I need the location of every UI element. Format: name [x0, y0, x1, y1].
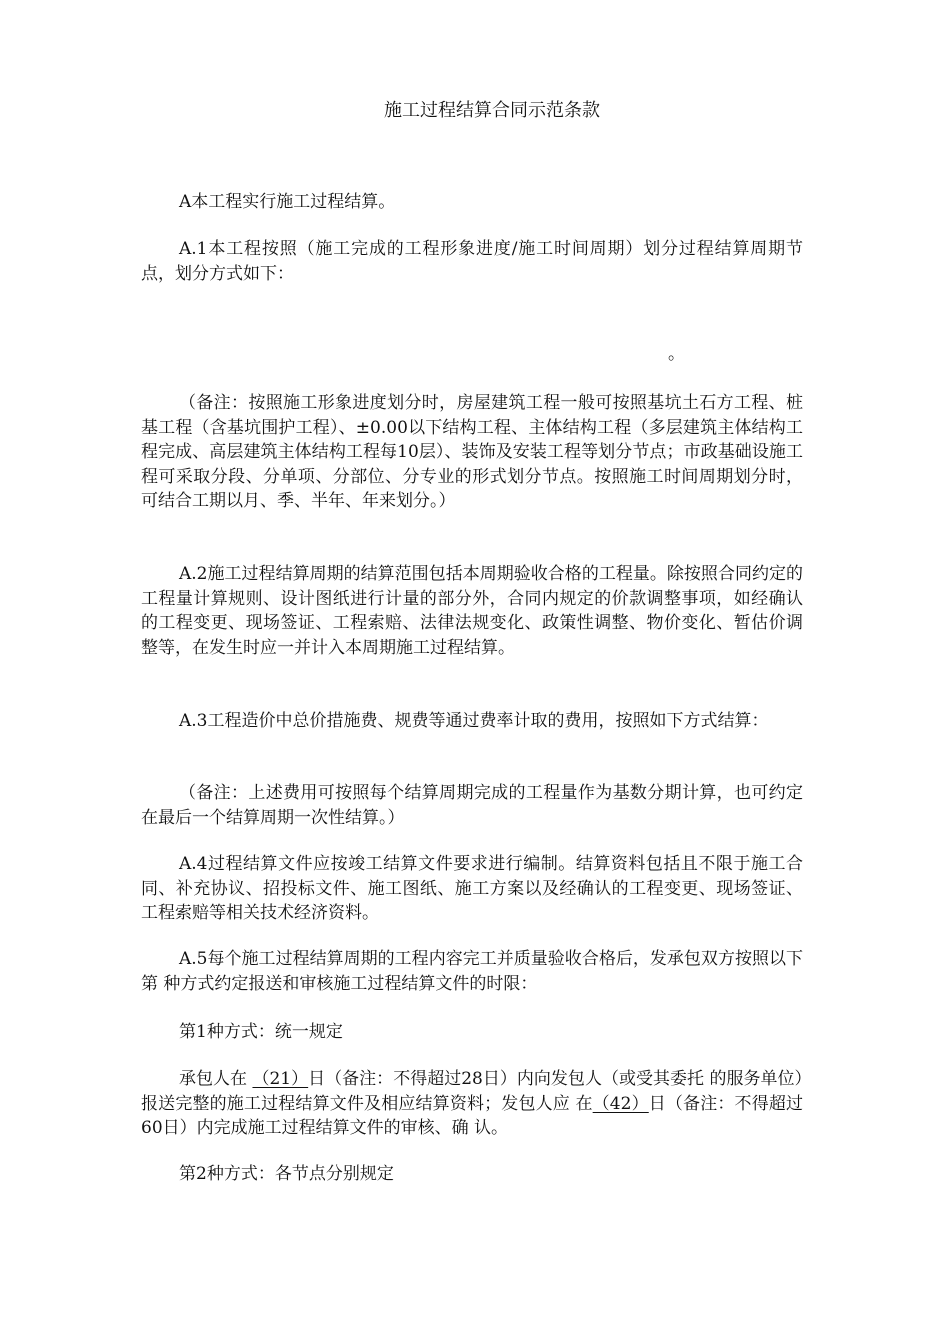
- method-1-heading: 第1种方式：统一规定: [179, 1022, 343, 1042]
- document-title: 施工过程结算合同示范条款: [384, 100, 600, 121]
- paragraph-a: A本工程实行施工过程结算。: [179, 192, 396, 212]
- note-fee-settlement: （备注：上述费用可按照每个结算周期完成的工程量作为基数分期计算，也可约定在最后一个结算周期一次性结算。）: [141, 783, 803, 828]
- method-2-heading: 第2种方式：各节点分别规定: [179, 1164, 394, 1184]
- paragraph-a3: A.3工程造价中总价措施费、规费等通过费率计取的费用，按照如下方式结算：: [179, 711, 769, 731]
- method-1-text-part3: 日（备注：不得超过60日）内完成施工过程结算文件的审核、确 认。: [141, 1093, 804, 1138]
- method-1-text-part2: 日（备注：不得超过28日）内向发包人（或受其委托 的服务单位）报送完整的施工过程结算文件及相应结算资料；发包人应 在: [141, 1069, 803, 1114]
- method-1-text-part1: 承包人在: [179, 1069, 253, 1089]
- days-review-value: （42）: [592, 1093, 649, 1114]
- paragraph-a2: A.2施工过程结算周期的结算范围包括本周期验收合格的工程量。除按照合同约定的工程量计算规则、设计图纸进行计量的部分外，合同内规定的价款调整事项，如经确认的工程变更、现场签证、工程索赔、法律法规变化、政策性调整、物价变化、暂估价调整等，在发生时应一并计入本周期施工过程结算。: [141, 564, 803, 658]
- days-submit-value: （21）: [252, 1069, 309, 1089]
- method-1-detail: [141, 1067, 803, 1141]
- paragraph-a5: A.5每个施工过程结算周期的工程内容完工并质量验收合格后，发承包双方按照以下第 种方式约定报送和审核施工过程结算文件的时限：: [141, 949, 803, 994]
- note-division-method: （备注：按照施工形象进度划分时，房屋建筑工程一般可按照基坑土石方工程、桩基工程（含基坑围护工程）、±0.00以下结构工程、主体结构工程（多层建筑主体结构工程完成、高层建筑主体结构工程每10层）、装饰及安装工程等划分节点；市政基础设施工程可采取分段、分单项、分部位、分专业的形式划分节点。按照施工时间周期划分时，可结合工期以月、季、半年、年来划分。）: [141, 393, 803, 511]
- blank-period-mark: 。: [668, 344, 685, 364]
- paragraph-a1: A.1本工程按照（施工完成的工程形象进度/施工时间周期）划分过程结算周期节点，划分方式如下：: [141, 239, 803, 284]
- paragraph-a4: A.4过程结算文件应按竣工结算文件要求进行编制。结算资料包括且不限于施工合同、补充协议、招投标文件、施工图纸、施工方案以及经确认的工程变更、现场签证、工程索赔等相关技术经济资料。: [141, 854, 803, 923]
